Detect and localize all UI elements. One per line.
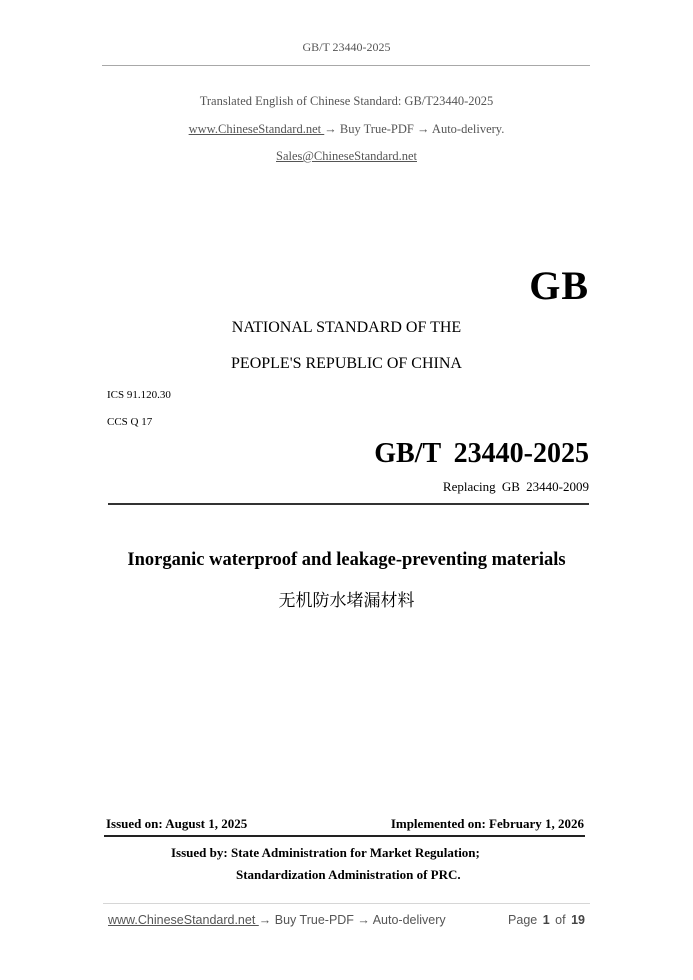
header-divider — [102, 65, 590, 66]
implemented-on-date: Implemented on: February 1, 2026 — [390, 816, 584, 831]
page-indicator — [508, 913, 585, 927]
chinesestandard-link[interactable]: www.ChineseStandard.net — [188, 122, 325, 136]
arrow-icon: → — [357, 913, 370, 927]
dates-divider — [104, 835, 585, 837]
running-header: GB/T 23440-2025 — [302, 40, 391, 54]
footer-auto-delivery-text: Auto-delivery — [369, 913, 446, 927]
page-of-label: of — [555, 913, 566, 927]
national-standard-line2: PEOPLE'S REPUBLIC OF CHINA — [231, 355, 462, 372]
ccs-code: CCS Q 17 — [107, 416, 153, 428]
page-label: Page — [508, 913, 538, 927]
sales-email-link[interactable]: Sales@ChineseStandard.net — [276, 149, 417, 163]
replacing-note: Replacing GB 23440-2009 — [442, 479, 589, 494]
page-total: 19 — [571, 913, 585, 927]
standard-number: GB/T 23440-2025 — [374, 438, 589, 469]
buy-text: Buy True-PDF — [336, 122, 417, 136]
issued-by-line2: Standardization Administration of PRC. — [236, 867, 461, 882]
arrow-icon: → — [417, 122, 430, 136]
footer-buy-text: Buy True-PDF — [271, 913, 358, 927]
national-standard-line1: NATIONAL STANDARD OF THE — [231, 319, 462, 336]
footer-divider — [103, 903, 590, 904]
document-title-english: Inorganic waterproof and leakage-preventing materials — [127, 550, 566, 570]
document-title-chinese: 无机防水堵漏材料 — [278, 591, 415, 611]
title-divider — [108, 503, 589, 505]
page-current: 1 — [542, 913, 550, 927]
issued-by-line1: Issued by: State Administration for Market Regulation; — [171, 845, 480, 860]
gb-mark: GB — [529, 263, 589, 308]
sales-line — [0, 149, 693, 164]
auto-delivery-text: Auto-delivery. — [429, 122, 505, 136]
ics-code: ICS 91.120.30 — [107, 389, 171, 401]
arrow-icon: → — [258, 913, 272, 927]
footer-promo — [108, 913, 446, 927]
translation-notice: Translated English of Chinese Standard: GB/T23440-2025 — [199, 94, 494, 108]
footer-site-link[interactable]: www.ChineseStandard.net — [108, 913, 259, 927]
arrow-icon: → — [324, 122, 337, 136]
issued-on-date: Issued on: August 1, 2025 — [106, 816, 248, 831]
promo-line — [0, 122, 693, 137]
